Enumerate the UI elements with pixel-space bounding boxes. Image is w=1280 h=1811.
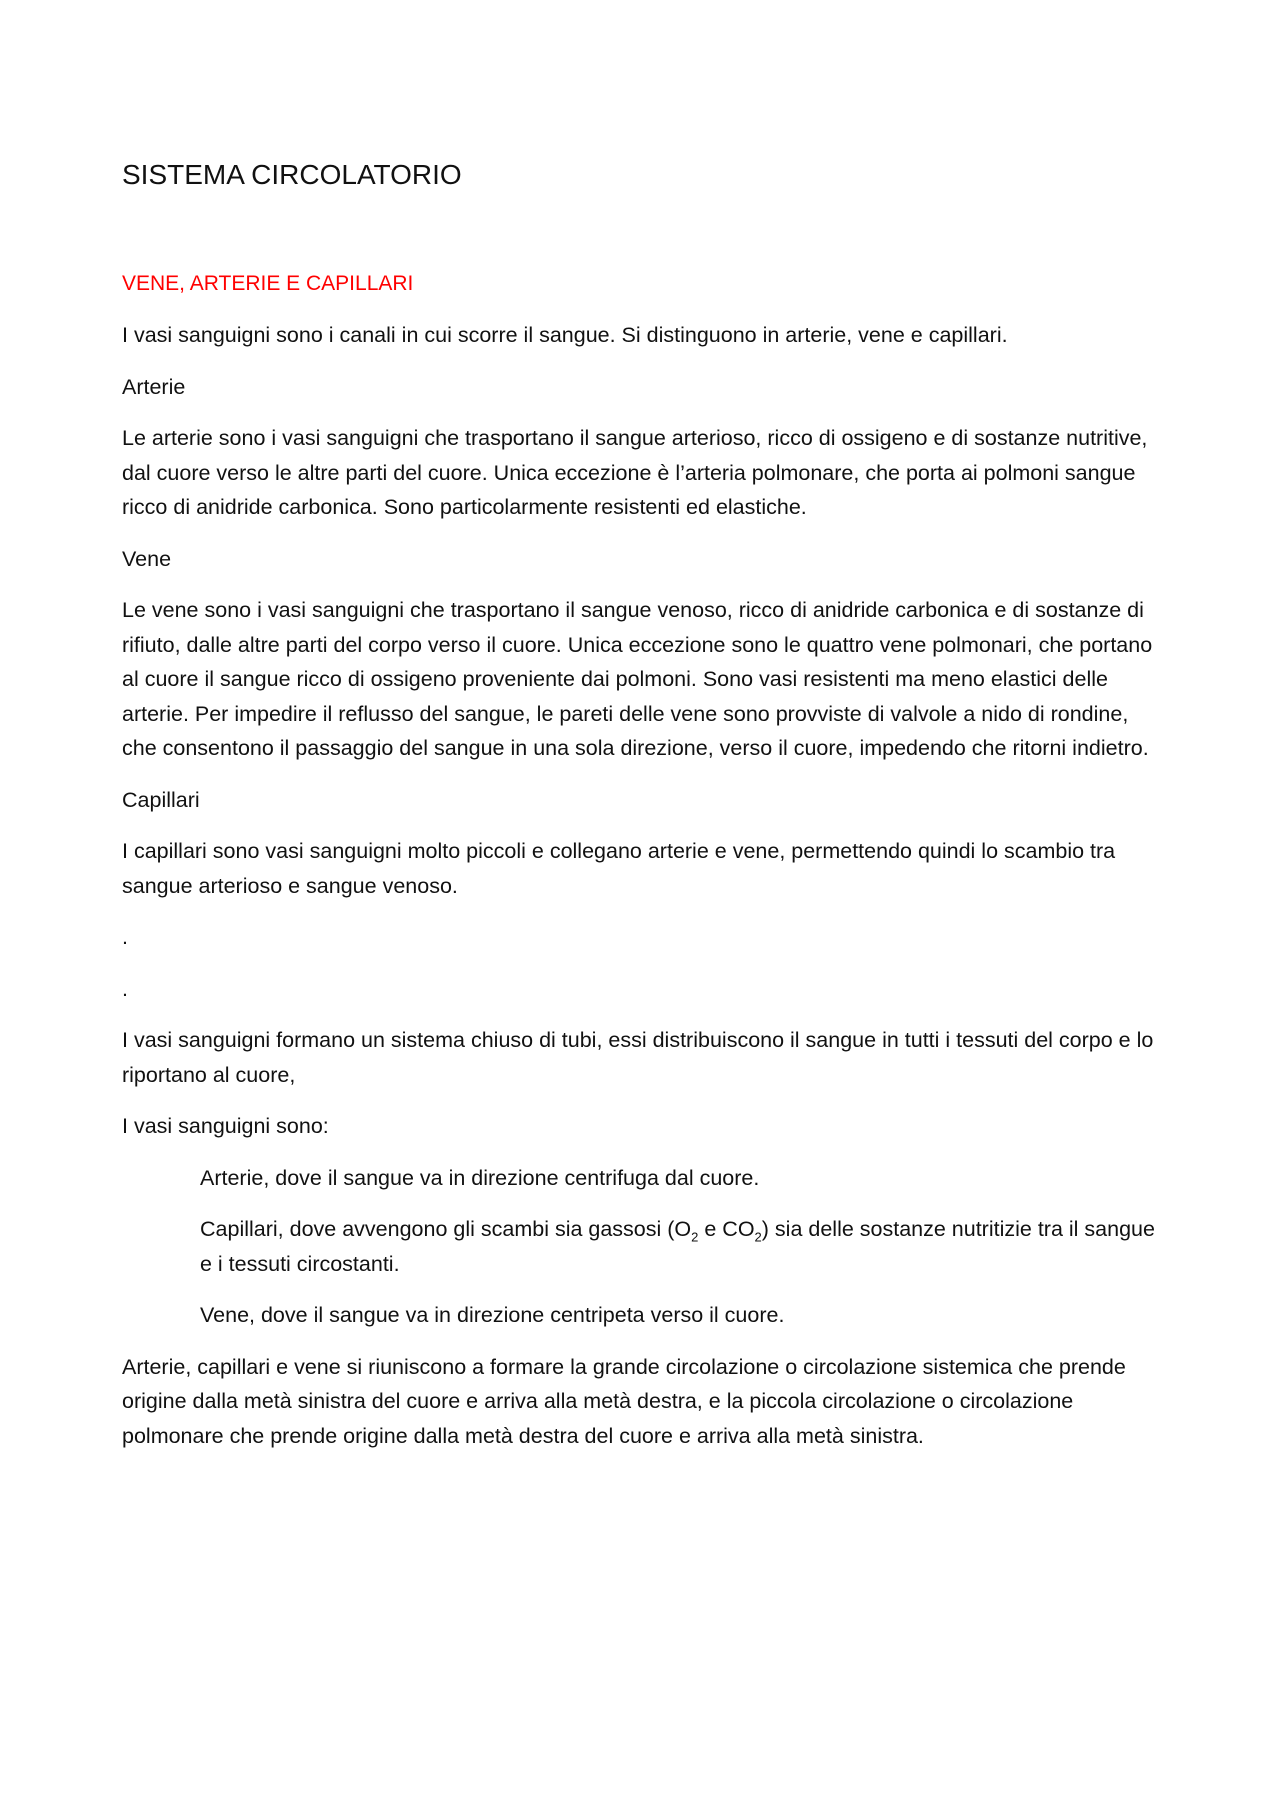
capillari-paragraph: I capillari sono vasi sanguigni molto piccoli e collegano arterie e vene, permettendo quindi lo scambio tra sangue arterioso e sangue venoso. [122, 839, 1116, 898]
list-item-text-part: e CO [698, 1217, 755, 1241]
closing-paragraph: Arterie, capillari e vene si riuniscono a formare la grande circolazione o circolazione sistemica che prende origine dalla metà sinistra del cuore e arriva alla metà destra, e la piccola circolazione o circolazione polmonare che prende origine dalla metà destra del cuore e arriva alla metà sinistra. [122, 1354, 1126, 1448]
vessel-list [122, 1161, 1162, 1333]
arterie-paragraph: Le arterie sono i vasi sanguigni che trasportano il sangue arterioso, ricco di ossigeno e di sostanze nutritive, dal cuore verso le altre parti del cuore. Unica eccezione è l’arteria polmonare, che porta ai polmoni sangue ricco di anidride carbonica. Sono particolarmente resistenti ed elastiche. [122, 426, 1148, 519]
list-item [122, 1298, 1162, 1333]
section-title: VENE, ARTERIE E CAPILLARI [122, 272, 414, 295]
list-item [122, 1212, 1162, 1281]
document-body [122, 318, 1162, 1470]
list-item-text: Vene, dove il sangue va in direzione centripeta verso il cuore. [200, 1303, 785, 1327]
dot-line-2: . [122, 976, 128, 1001]
vene-heading: Vene [122, 546, 172, 571]
list-item-text-part: Capillari, dove avvengono gli scambi sia gassosi (O [200, 1217, 692, 1241]
intro-paragraph: I vasi sanguigni sono i canali in cui scorre il sangue. Si distinguono in arterie, vene e capillari. [122, 323, 1008, 347]
capillari-heading: Capillari [122, 787, 200, 812]
list-intro: I vasi sanguigni sono: [122, 1114, 329, 1138]
subscript: 2 [691, 1229, 699, 1245]
sistema-paragraph: I vasi sanguigni formano un sistema chiuso di tubi, essi distribuiscono il sangue in tutti i tessuti del corpo e lo riportano al cuore, [122, 1028, 1154, 1087]
dot-line-1: . [122, 925, 128, 949]
list-item [122, 1161, 1162, 1196]
arterie-heading: Arterie [122, 374, 186, 399]
subscript: 2 [754, 1229, 762, 1245]
vene-paragraph: Le vene sono i vasi sanguigni che trasportano il sangue venoso, ricco di anidride carbonica e di sostanze di rifiuto, dalle altre parti del corpo verso il cuore. Unica eccezione sono le quattro vene polmonari, che portano al cuore il sangue ricco di ossigeno proveniente dai polmoni. Sono vasi resistenti ma meno elastici delle arterie. Per impedire il reflusso del sangue, le pareti delle vene sono provviste di valvole a nido di rondine, che consentono il passaggio del sangue in una sola direzione, verso il cuore, impedendo che ritorni indietro. [122, 598, 1153, 760]
list-item-text: Arterie, dove il sangue va in direzione centrifuga dal cuore. [200, 1165, 760, 1190]
list-item-text-part: ) sia delle sostanze nutritizie tra il sangue e i tessuti circostanti. [200, 1217, 1155, 1276]
document-title: SISTEMA CIRCOLATORIO [122, 159, 462, 190]
